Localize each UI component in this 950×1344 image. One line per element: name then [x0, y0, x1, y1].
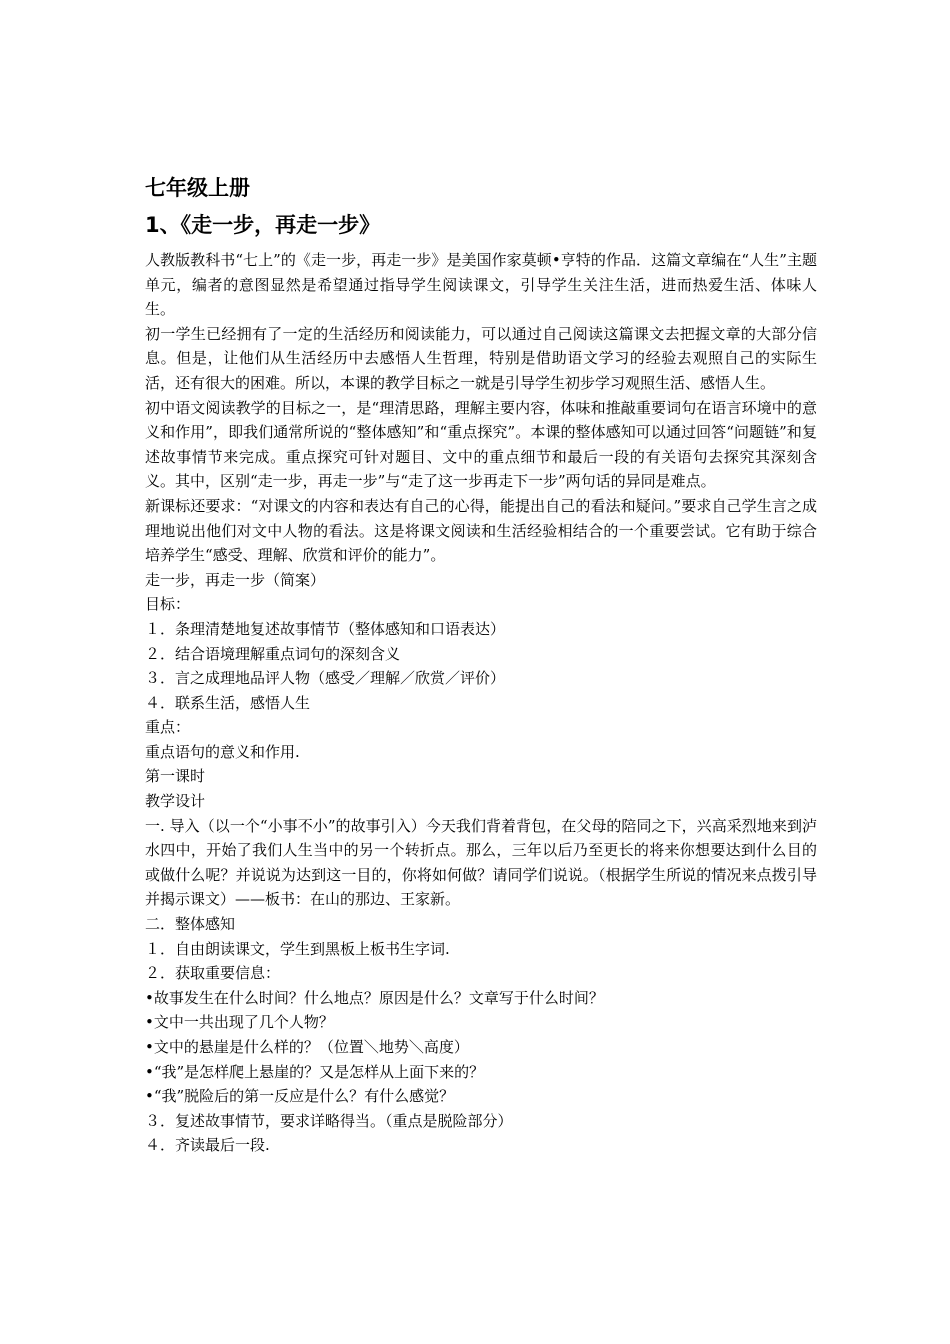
teaching-goal-paragraph: 初中语文阅读教学的目标之一，是“理清思路，理解主要内容，体味和推敲重要词句在语言环境中的意义和作用”，即我们通常所说的“整体感知”和“重点探究”。本课的整体感知可以通过回答“问题链”和复述故事情节来完成。重点探究可针对题目、文中的重点细节和最后一段的有关语句去探究其深刻含义。其中，区别“走一步，再走一步”与“走了这一步再走下一步”两句话的异同是难点。: [145, 398, 817, 491]
section-heading: 二．整体感知: [145, 915, 236, 934]
key-points-label: 重点：: [145, 718, 191, 737]
lesson-plan-title: 走一步，再走一步（简案）: [145, 570, 326, 589]
design-label: 教学设计: [145, 792, 206, 811]
question-item: •“我”是怎样爬上悬崖的？又是怎样从上面下来的？: [145, 1062, 485, 1081]
question-item: •故事发生在什么时间？什么地点？原因是什么？文章写于什么时间？: [145, 988, 604, 1007]
objective-item: １．条理清楚地复述故事情节（整体感知和口语表达）: [145, 619, 506, 638]
question-item: •文中一共出现了几个人物？: [145, 1013, 334, 1032]
document-page: [145, 172, 817, 1158]
question-item: •“我”脱险后的第一反应是什么？有什么感觉？: [145, 1087, 455, 1106]
objective-item: ４．联系生活，感悟人生: [145, 693, 311, 712]
step-item: ２．获取重要信息：: [145, 964, 281, 983]
document-body: [145, 248, 817, 1158]
curriculum-paragraph: 新课标还要求：“对课文的内容和表达有自己的心得，能提出自己的看法和疑问。”要求自己学生言之成理地说出他们对文中人物的看法。这是将课文阅读和生活经验相结合的一个重要尝试。它有助于综合培养学生“感受、理解、欣赏和评价的能力”。: [145, 496, 817, 565]
period-label: 第一课时: [145, 767, 206, 786]
objective-item: ２．结合语境理解重点词句的深刻含义: [145, 644, 401, 663]
key-points-text: 重点语句的意义和作用.: [145, 742, 300, 761]
lesson-title: 1、《走一步，再走一步》: [145, 213, 381, 237]
student-analysis-paragraph: 初一学生已经拥有了一定的生活经历和阅读能力，可以通过自己阅读这篇课文去把握文章的大部分信息。但是，让他们从生活经历中去感悟人生哲理，特别是借助语文学习的经验去观照自己的实际生活，还有很大的困难。所以，本课的教学目标之一就是引导学生初步学习观照生活、感悟人生。: [145, 324, 817, 392]
question-item: •文中的悬崖是什么样的？（位置＼地势＼高度）: [145, 1038, 469, 1056]
step-item: １．自由朗读课文，学生到黑板上板书生字词.: [145, 939, 450, 958]
step-item: ３．复述故事情节，要求详略得当。（重点是脱险部分）: [145, 1111, 513, 1130]
grade-heading: 七年级上册: [145, 176, 250, 200]
intro-paragraph: 人教版教科书“七上”的《走一步，再走一步》是美国作家莫顿•亨特的作品．这篇文章编在“人生”主题单元，编者的意图显然是希望通过指导学生阅读课文，引导学生关注生活，进而热爱生活、体味人生。: [145, 251, 817, 319]
introduction-section: 一. 导入（以一个“小事不小”的故事引入）今天我们背着背包，在父母的陪同之下，兴高采烈地来到泸水四中，开始了我们人生当中的另一个转折点。那么，三年以后乃至更长的将来你想要达到什么目的或做什么呢？并说说为达到这一目的，你将如何做？请同学们说说。（根据学生所说的情况来点拨引导并揭示课文）——板书：在山的那边、王家新。: [145, 816, 817, 909]
objective-item: ３．言之成理地品评人物（感受／理解／欣赏／评价）: [145, 669, 506, 688]
objectives-label: 目标：: [145, 595, 191, 614]
step-item: ４．齐读最后一段.: [145, 1136, 270, 1155]
